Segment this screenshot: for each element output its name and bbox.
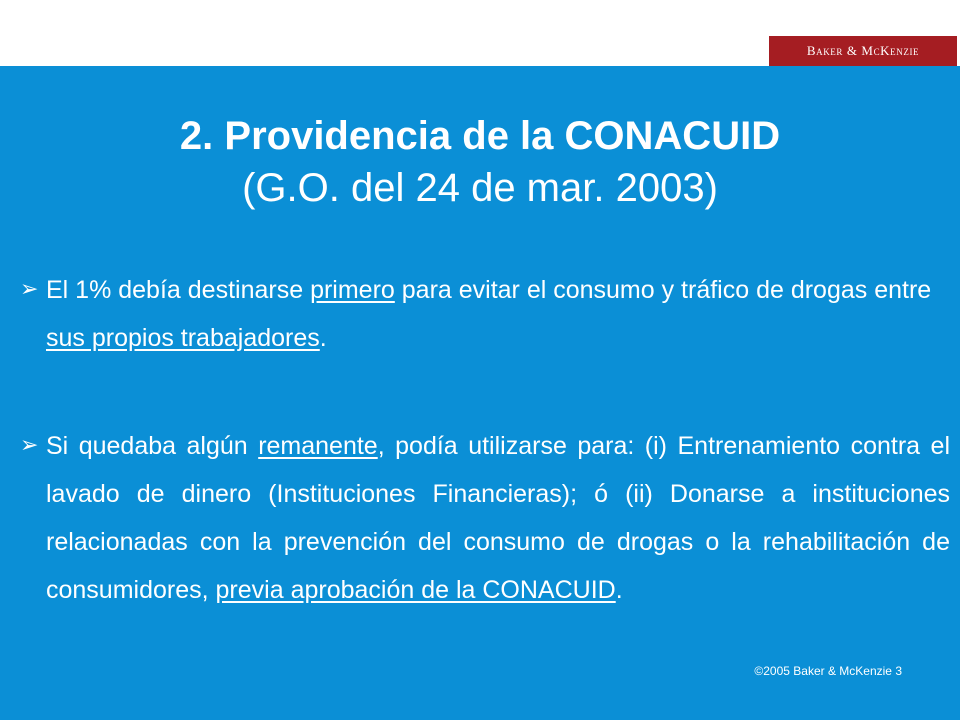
bullet-1-underline-b: sus propios trabajadores [46, 324, 320, 352]
baker-mckenzie-logo [769, 36, 957, 66]
footer-copyright: ©2005 Baker & McKenzie 3 [754, 664, 902, 678]
bullet-1-text-c: . [319, 324, 327, 352]
bullet-item-2 [20, 422, 950, 614]
slide-title [0, 110, 960, 214]
header-bar [0, 0, 960, 66]
bullet-2-text-a: Si quedaba algún [46, 432, 259, 460]
arrow-bullet-icon: ➢ [20, 433, 39, 458]
bullet-2-text-b: , podía utilizarse para: (i) Entrenamiento contra el lavado de dinero (Instituciones Financieras); ó (ii) Donarse a instituciones relacionadas con la prevención del consumo de drogas o la rehabilitación de consumidores, [46, 432, 951, 604]
bullet-2-underline-b: previa aprobación de la CONACUID [215, 576, 616, 604]
bullet-1-underline-a: primero [310, 276, 395, 304]
bullet-1-text-a: El 1% debía destinarse [46, 276, 311, 304]
bullet-text-1 [46, 266, 950, 362]
logo-text: Baker & McKenzie [806, 43, 920, 58]
title-main: 2. Providencia de la CONACUID [179, 114, 781, 158]
title-subtitle: (G.O. del 24 de mar. 2003) [242, 166, 718, 210]
bullet-item-1 [20, 266, 950, 362]
bullet-2-text-c: . [615, 576, 623, 604]
bullet-2-underline-a: remanente [258, 432, 378, 460]
arrow-bullet-icon: ➢ [20, 277, 39, 302]
bullet-text-2 [46, 422, 950, 614]
slide-body [0, 66, 960, 720]
bullet-1-text-b: para evitar el consumo y tráfico de drogas entre [394, 276, 932, 304]
